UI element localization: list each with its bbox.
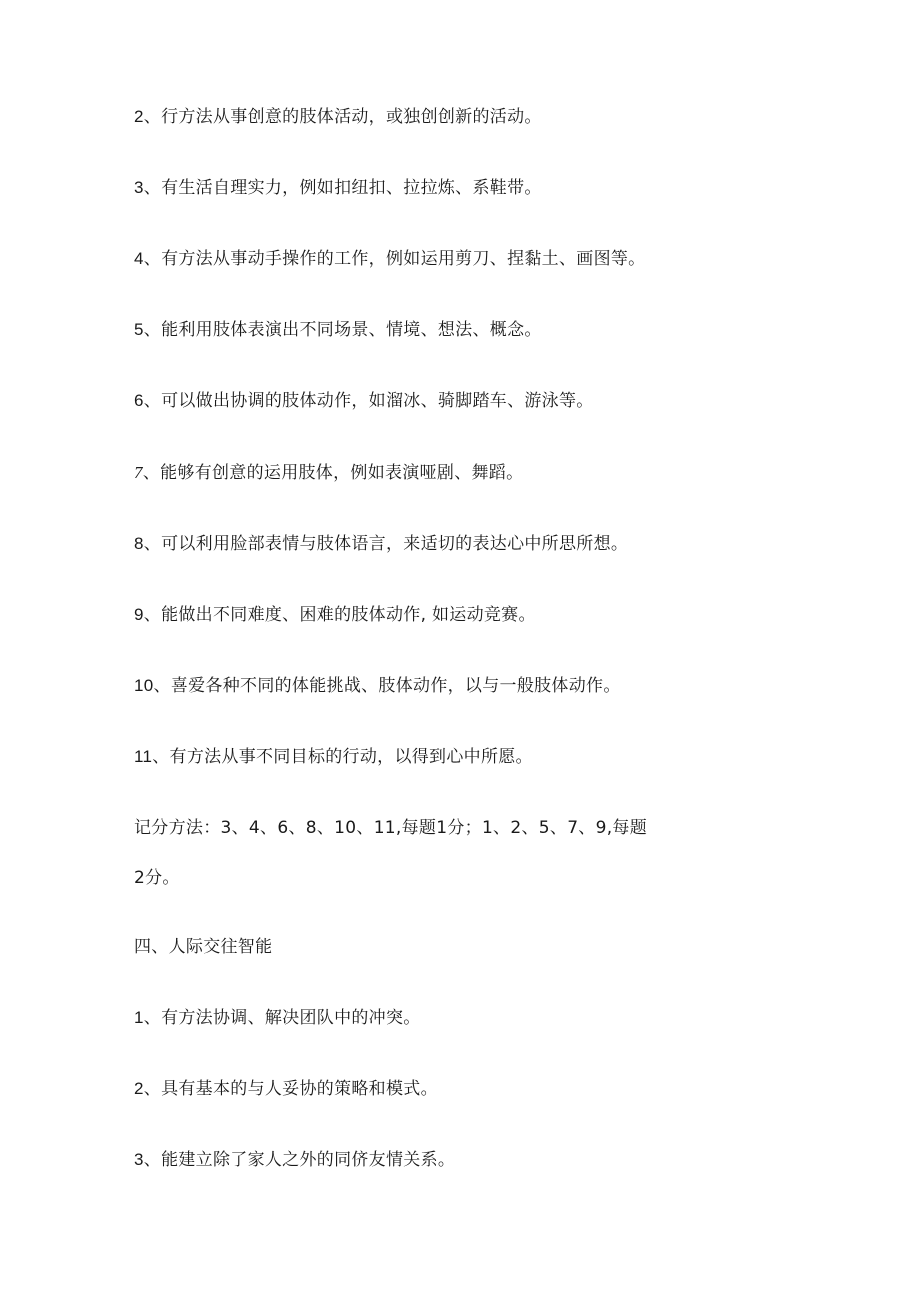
list-item [134, 1078, 438, 1100]
item-text: 、有方法协调、解决团队中的冲突。 [143, 1008, 421, 1028]
item-text: 、能做出不同难度、困难的肢体动作, 如运动竞赛。 [143, 605, 536, 625]
item-text: 、有方法从事动手操作的工作，例如运用剪刀、捏黏土、画图等。 [143, 249, 646, 269]
item-text: 、可以做出协调的肢体动作，如溜冰、骑脚踏车、游泳等。 [143, 391, 594, 411]
item-number: 10 [134, 676, 154, 695]
item-number: 3 [134, 1150, 144, 1169]
item-number: 4 [134, 249, 144, 268]
list-item [134, 746, 533, 768]
item-number: 5 [134, 320, 144, 339]
item-number: 2 [134, 107, 144, 126]
item-text: 、能建立除了家人之外的同侪友情关系。 [143, 1150, 456, 1170]
list-item [134, 248, 645, 270]
item-number: 2 [134, 1079, 144, 1098]
item-number: 6 [134, 391, 144, 410]
item-text: 、能利用肢体表演出不同场景、情境、想法、概念。 [143, 320, 542, 340]
item-text: 、喜爱各种不同的体能挑战、肢体动作，以与一般肢体动作。 [153, 676, 621, 696]
list-item [134, 462, 523, 484]
item-number: 9 [134, 605, 144, 624]
item-text: 、具有基本的与人妥协的策略和模式。 [143, 1079, 438, 1099]
list-item [134, 675, 621, 697]
list-item [134, 390, 594, 412]
list-item [134, 106, 542, 128]
section-heading: 四、人际交往智能 [134, 937, 273, 957]
item-number: 8 [134, 534, 144, 553]
scoring-method-line-1: 记分方法：3、4、6、8、10、11,每题1分；1、2、5、7、9,每题 [134, 818, 648, 838]
list-item [134, 533, 628, 555]
item-text: 、有生活自理实力，例如扣纽扣、拉拉炼、系鞋带。 [143, 178, 542, 198]
list-item [134, 177, 542, 199]
list-item [134, 319, 542, 341]
item-text: 、行方法从事创意的肢体活动，或独创创新的活动。 [143, 107, 542, 127]
list-item [134, 604, 536, 626]
item-text: 、有方法从事不同目标的行动，以得到心中所愿。 [152, 747, 533, 767]
list-item [134, 1149, 455, 1171]
item-number: 11 [134, 747, 153, 766]
item-text: 、能够有创意的运用肢体，例如表演哑剧、舞蹈。 [142, 463, 524, 483]
item-number: 3 [134, 178, 144, 197]
item-number: 7 [134, 463, 143, 482]
item-number: 1 [134, 1008, 144, 1027]
list-item [134, 1007, 421, 1029]
item-text: 、可以利用脸部表情与肢体语言，来适切的表达心中所思所想。 [143, 534, 629, 554]
scoring-method-line-2: 2分。 [134, 868, 180, 888]
